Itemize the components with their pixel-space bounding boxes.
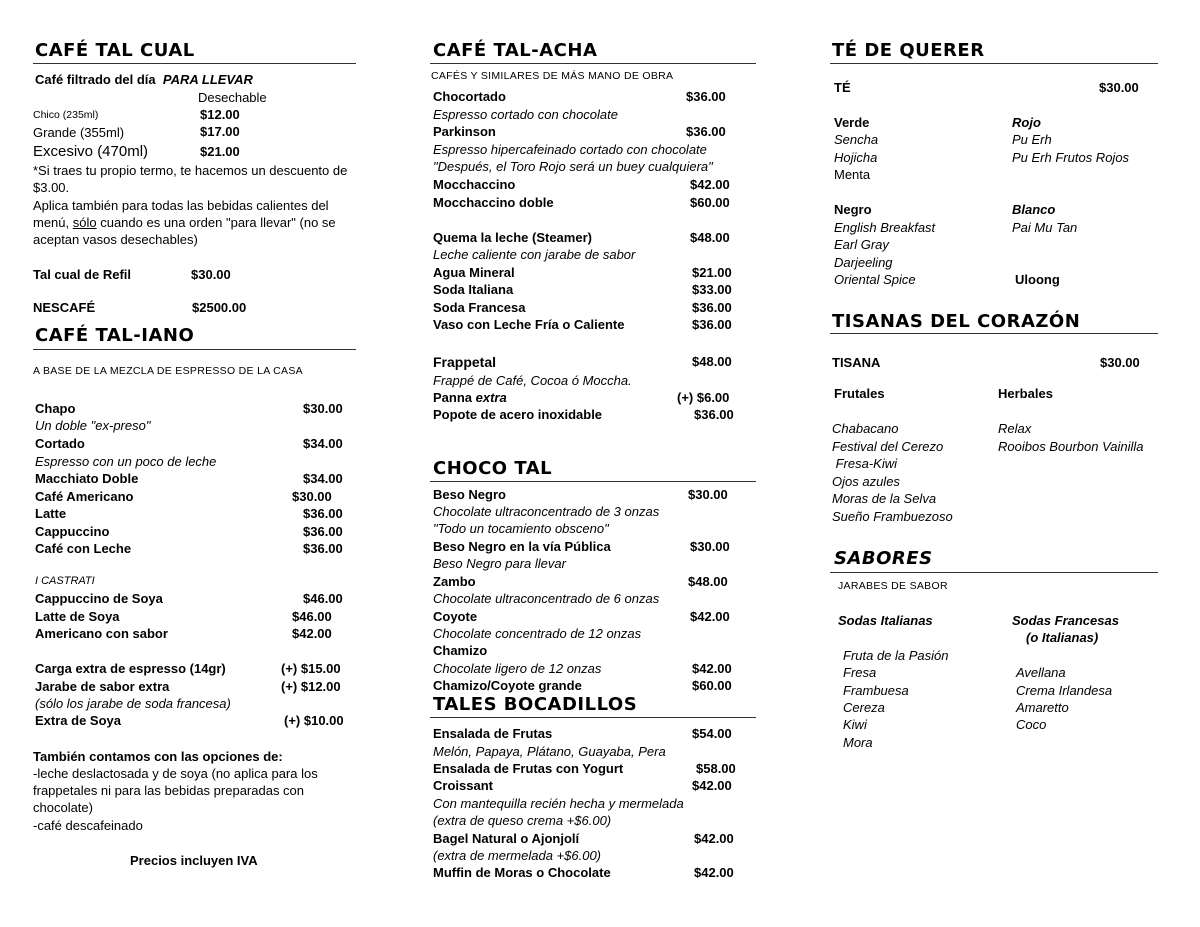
refil-price: $30.00 (191, 267, 231, 282)
item-price: $34.00 (303, 471, 343, 486)
item-price: $42.00 (694, 865, 734, 880)
tisana-item: Rooibos Bourbon Vainilla (998, 439, 1144, 454)
item-name: Zambo (433, 574, 476, 589)
tea-item: English Breakfast (834, 220, 936, 235)
extra-price: (+) $15.00 (281, 661, 341, 676)
divider (830, 572, 1158, 573)
item-name: Chocortado (433, 89, 506, 104)
size-price: $12.00 (200, 107, 240, 122)
item-name: Bagel Natural o Ajonjolí (433, 831, 580, 846)
extra-desc: (sólo los jarabe de soda francesa) (35, 696, 231, 711)
flavor-item: Amaretto (1016, 700, 1069, 715)
herbales-title: Herbales (998, 386, 1053, 401)
item-price: $48.00 (688, 574, 728, 589)
item-name: Americano con sabor (35, 626, 168, 641)
section-title: TISANAS DEL CORAZÓN (832, 311, 1081, 332)
item-price: $48.00 (690, 230, 730, 245)
item-name: Chapo (35, 401, 76, 416)
item-name: Soda Francesa (433, 300, 526, 315)
item-name: Parkinson (433, 124, 496, 139)
rojo-title: Rojo (1012, 115, 1041, 130)
item-name: Cappuccino de Soya (35, 591, 163, 606)
item-desc: "Todo un tocamiento obsceno" (433, 521, 609, 536)
item-price: $42.00 (690, 177, 730, 192)
section-title: CAFÉ TAL-IANO (35, 325, 195, 346)
tea-item: Sencha (834, 132, 879, 147)
uloong-label: Uloong (1015, 272, 1060, 287)
item-desc: Melón, Papaya, Plátano, Guayaba, Pera (433, 744, 666, 759)
tea-item: Pu Erh Frutos Rojos (1012, 150, 1130, 165)
item-desc: "Después, el Toro Rojo será un buey cualquiera" (433, 159, 713, 174)
panna-label: Panna (433, 390, 473, 405)
refil-name: Tal cual de Refil (33, 267, 132, 282)
note-text: cuando es una orden "para llevar" (no se aceptan vasos desechables) (33, 215, 336, 247)
item-name: Agua Mineral (433, 265, 515, 280)
tisana-item: Fresa-Kiwi (832, 456, 898, 471)
size-price: $17.00 (200, 124, 240, 139)
size-name: Grande (355ml) (33, 125, 125, 140)
frappetal-price: $48.00 (692, 354, 732, 369)
item-name: Ensalada de Frutas con Yogurt (433, 761, 624, 776)
flavor-item: Cereza (843, 700, 885, 715)
item-desc: (extra de mermelada +$6.00) (433, 848, 602, 863)
item-price: $34.00 (303, 436, 343, 451)
para-llevar: PARA LLEVAR (162, 72, 253, 87)
item-price: $46.00 (303, 591, 343, 606)
item-price: $60.00 (690, 195, 730, 210)
iva-note: Precios incluyen IVA (130, 853, 258, 868)
item-price: $42.00 (694, 831, 734, 846)
item-name: Macchiato Doble (35, 471, 139, 486)
item-price: $54.00 (692, 726, 732, 741)
item-price: $36.00 (686, 89, 726, 104)
item-name: Muffin de Moras o Chocolate (433, 865, 611, 880)
section-subtitle: JARABES DE SABOR (838, 580, 948, 592)
divider (430, 481, 756, 482)
item-price: $33.00 (692, 282, 732, 297)
size-price: $21.00 (200, 144, 240, 159)
extra-name: Jarabe de sabor extra (35, 679, 170, 694)
blanco-title: Blanco (1012, 202, 1056, 217)
extra-name: Extra de Soya (35, 713, 121, 728)
item-name: Mocchaccino doble (433, 195, 554, 210)
item-name: Chamizo/Coyote grande (433, 678, 582, 693)
item-name: Ensalada de Frutas (433, 726, 553, 741)
divider (430, 717, 756, 718)
item-desc: Un doble "ex-preso" (35, 418, 151, 433)
item-desc: Chocolate ligero de 12 onzas (433, 661, 602, 676)
extra-price: (+) $12.00 (281, 679, 341, 694)
flavor-item: Mora (843, 735, 873, 750)
tea-item: Earl Gray (834, 237, 889, 252)
tea-item: Pu Erh (1012, 132, 1052, 147)
item-desc: Chocolate ultraconcentrado de 6 onzas (433, 591, 660, 606)
item-price: $46.00 (292, 609, 332, 624)
flavor-item: Fruta de la Pasión (843, 648, 949, 663)
filtered-label: Café filtrado del día (35, 72, 156, 87)
item-price: $42.00 (690, 609, 730, 624)
option-line: chocolate) (33, 800, 93, 815)
item-name: Café con Leche (35, 541, 132, 556)
tisana-item: Festival del Cerezo (832, 439, 944, 454)
flavor-item: Frambuesa (843, 683, 909, 698)
section-title: CAFÉ TAL CUAL (35, 40, 195, 61)
divider (430, 63, 756, 64)
size-name: Excesivo (470ml) (33, 143, 149, 160)
item-name: Latte de Soya (35, 609, 120, 624)
item-name: Beso Negro en la vía Pública (433, 539, 611, 554)
divider (830, 333, 1158, 334)
item-name: Chamizo (433, 643, 488, 658)
item-price: $36.00 (692, 317, 732, 332)
item-name: Mocchaccino (433, 177, 516, 192)
option-line: frappetales ni para las bebidas preparadas con (33, 783, 305, 798)
castrati-label: I CASTRATI (35, 575, 95, 587)
tisana-item: Relax (998, 421, 1032, 436)
item-price: $30.00 (292, 489, 332, 504)
options-title: También contamos con las opciones de: (33, 749, 283, 764)
size-name: Chico (235ml) (33, 109, 99, 121)
item-desc: Leche caliente con jarabe de sabor (433, 247, 636, 262)
item-price: $36.00 (303, 541, 343, 556)
item-name: Vaso con Leche Fría o Caliente (433, 317, 625, 332)
popote-name: Popote de acero inoxidable (433, 407, 603, 422)
flavor-item: Crema Irlandesa (1016, 683, 1113, 698)
panna-price: (+) $6.00 (677, 390, 730, 405)
note-text: Aplica también para todas las bebidas calientes del menú, (33, 198, 329, 230)
panna-extra: extra (475, 390, 507, 405)
item-name: Cortado (35, 436, 85, 451)
item-name: Cappuccino (35, 524, 110, 539)
tisana-label: TISANA (832, 355, 881, 370)
tisana-price: $30.00 (1100, 355, 1140, 370)
flavor-item: Coco (1016, 717, 1047, 732)
item-price: $58.00 (696, 761, 736, 776)
flavor-item: Kiwi (843, 717, 867, 732)
item-desc: Espresso cortado con chocolate (433, 107, 618, 122)
divider (830, 63, 1158, 64)
item-price: $36.00 (686, 124, 726, 139)
francesas-subtitle: (o Italianas) (1026, 630, 1099, 645)
popote-price: $36.00 (694, 407, 734, 422)
divider (33, 63, 356, 64)
frappetal-desc: Frappé de Café, Cocoa ó Moccha. (433, 373, 632, 388)
francesas-title: Sodas Francesas (1012, 613, 1119, 628)
frappetal-name: Frappetal (433, 354, 497, 370)
item-price: $36.00 (692, 300, 732, 315)
item-price: $30.00 (303, 401, 343, 416)
item-price: $30.00 (688, 487, 728, 502)
item-price: $42.00 (692, 661, 732, 676)
item-name: Quema la leche (Steamer) (433, 230, 592, 245)
extra-name: Carga extra de espresso (14gr) (35, 661, 226, 676)
option-line: -leche deslactosada y de soya (no aplica para los (33, 766, 318, 781)
item-name: Coyote (433, 609, 478, 624)
nescafe-name: NESCAFÉ (33, 300, 96, 315)
item-desc: Beso Negro para llevar (433, 556, 566, 571)
tea-item: Oriental Spice (834, 272, 916, 287)
takeaway-note (33, 197, 351, 248)
item-desc: Chocolate concentrado de 12 onzas (433, 626, 642, 641)
item-price: $30.00 (690, 539, 730, 554)
item-price: $21.00 (692, 265, 732, 280)
item-desc: (extra de queso crema +$6.00) (433, 813, 612, 828)
negro-title: Negro (834, 202, 872, 217)
section-title: CAFÉ TAL-ACHA (433, 40, 598, 61)
item-desc: Espresso hipercafeinado cortado con chocolate (433, 142, 707, 157)
flavor-item: Fresa (843, 665, 877, 680)
section-title: SABORES (834, 548, 933, 569)
tisana-item: Chabacano (832, 421, 899, 436)
flavor-item: Avellana (1016, 665, 1066, 680)
italianas-title: Sodas Italianas (838, 613, 933, 628)
option-line: -café descafeinado (33, 818, 143, 833)
tisana-item: Sueño Frambuezoso (832, 509, 953, 524)
item-price: $36.00 (303, 506, 343, 521)
tea-item: Darjeeling (834, 255, 893, 270)
tea-item: Menta (834, 167, 871, 182)
item-name: Soda Italiana (433, 282, 514, 297)
te-label: TÉ (834, 80, 851, 95)
panna-name (433, 391, 507, 404)
desechable-label: Desechable (198, 90, 267, 105)
item-desc: Chocolate ultraconcentrado de 3 onzas (433, 504, 660, 519)
verde-title: Verde (834, 115, 870, 130)
section-subtitle: CAFÉS Y SIMILARES DE MÁS MANO DE OBRA (431, 70, 674, 82)
note-underline: sólo (72, 215, 97, 230)
item-price: $42.00 (692, 778, 732, 793)
tisana-item: Ojos azules (832, 474, 900, 489)
frutales-title: Frutales (834, 386, 885, 401)
item-name: Croissant (433, 778, 493, 793)
te-price: $30.00 (1099, 80, 1139, 95)
nescafe-price: $2500.00 (192, 300, 247, 315)
section-title: CHOCO TAL (433, 458, 553, 479)
item-price: $36.00 (303, 524, 343, 539)
section-title: TÉ DE QUERER (832, 40, 985, 61)
item-desc: Espresso con un poco de leche (35, 454, 217, 469)
item-name: Beso Negro (433, 487, 506, 502)
item-desc: Con mantequilla recién hecha y mermelada (433, 796, 684, 811)
tea-item: Pai Mu Tan (1012, 220, 1078, 235)
filtered-coffee-label (35, 73, 253, 86)
section-subtitle: A BASE DE LA MEZCLA DE ESPRESSO DE LA CASA (33, 365, 303, 377)
tea-item: Hojicha (834, 150, 878, 165)
extra-price: (+) $10.00 (284, 713, 344, 728)
section-title: TALES BOCADILLOS (433, 694, 638, 715)
item-name: Latte (35, 506, 67, 521)
thermo-note: *Si traes tu propio termo, te hacemos un descuento de $3.00. (33, 163, 348, 195)
divider (33, 349, 356, 350)
item-name: Café Americano (35, 489, 134, 504)
item-price: $60.00 (692, 678, 732, 693)
item-price: $42.00 (292, 626, 332, 641)
tisana-item: Moras de la Selva (832, 491, 937, 506)
